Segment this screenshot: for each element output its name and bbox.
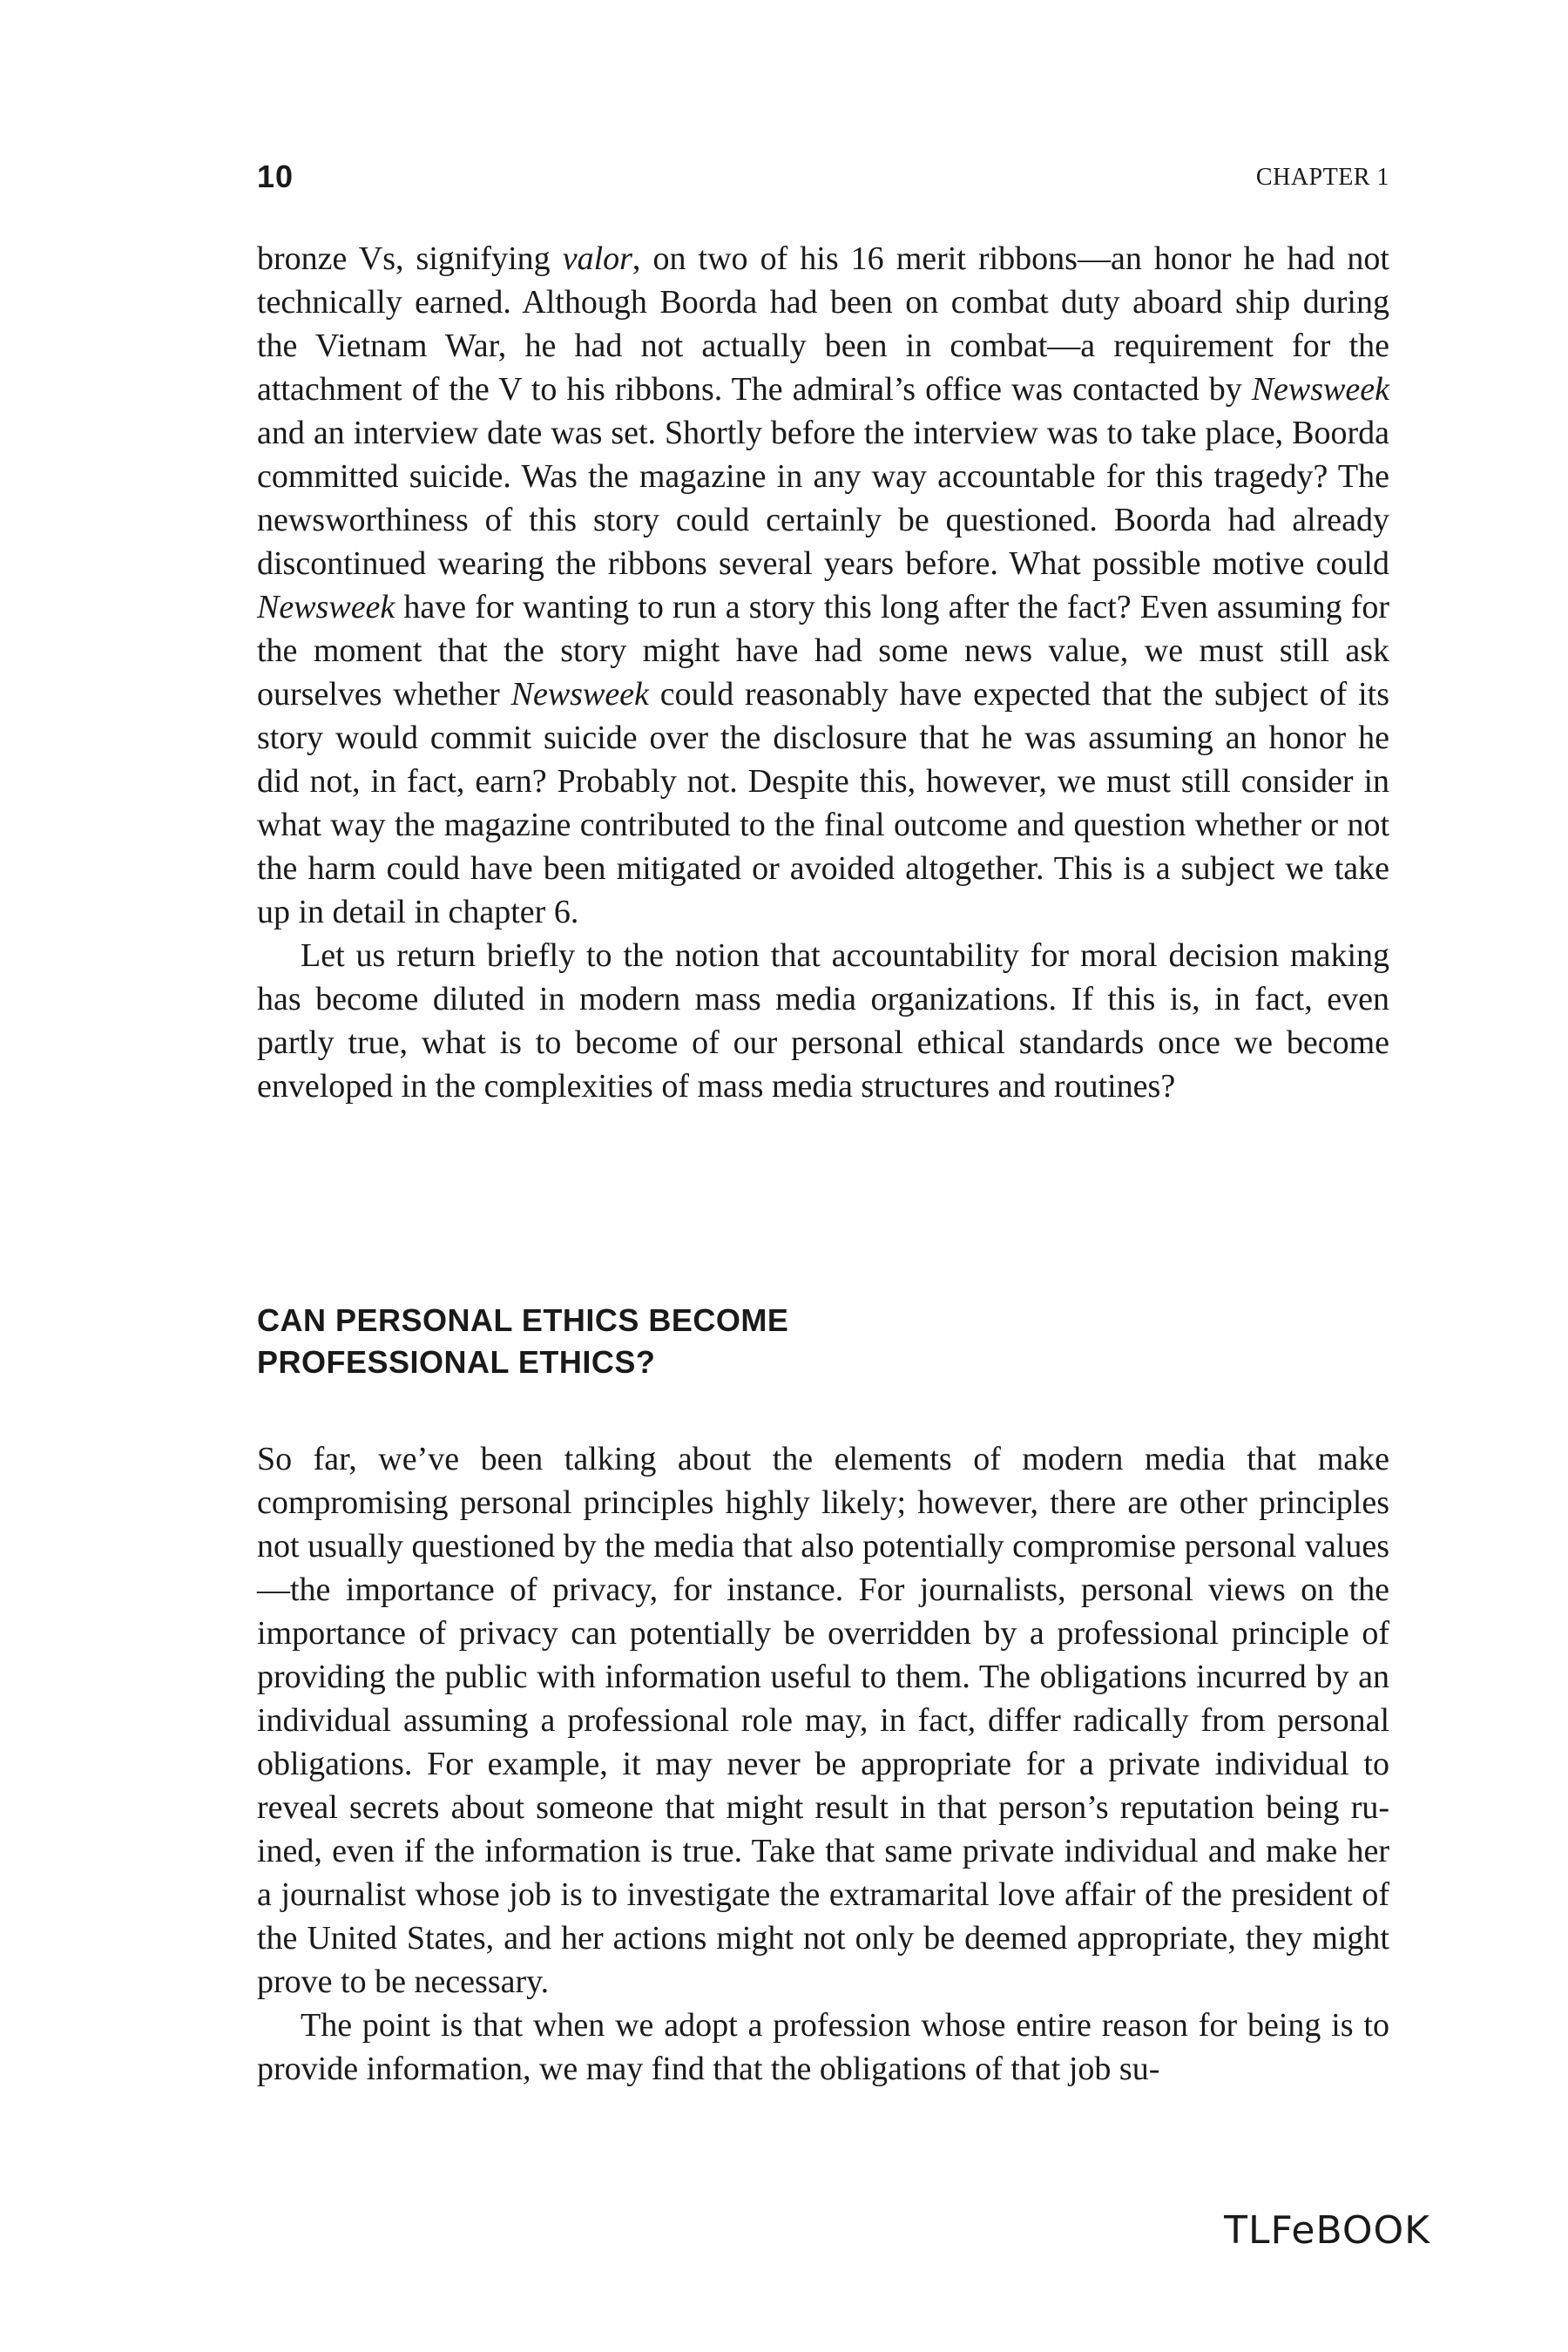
section-heading-line: PROFESSIONAL ETHICS? [257,1344,656,1380]
paragraph: So far, we’ve been talking about the elements of modern media that make compromising personal principles highly likely; however, there are other principles not usually questioned by the media that also potentially compromise personal values—the importance of privacy, for instance. For journalists, personal views on the importance of privacy can potentially be overridden by a professional principle of providing the public with information useful to them. The obligations incurred by an individual assuming a professional role may, in fact, differ radically from personal obligations. For example, it may never be appropriate for a private individual to reveal secrets about someone that might result in that person’s reputation being ruined, even if the information is true. Take that same private individual and make her a journalist whose job is to investigate the extramarital love affair of the president of the United States, and her actions might not only be deemed appropriate, they might prove to be necessary. [257,1441,1389,2000]
chapter-label: CHAPTER 1 [1255,164,1389,191]
body-text-section-two [257,1437,1389,2091]
running-head [257,159,1389,202]
paragraph: Let us return briefly to the notion that accountability for moral decision making has become diluted in modern mass media organizations. If this is, in fact, even partly true, what is to become of our personal ethical standards once we become enveloped in the complexities of mass media structures and routines? [257,937,1389,1105]
section-heading [257,1300,1389,1383]
paragraph: The point is that when we adopt a profession whose entire reason for being is to provide information, we may find that the obligations of that job su- [257,2007,1389,2087]
watermark: TLFeBOOK [1224,2208,1430,2253]
section-heading-line: CAN PERSONAL ETHICS BECOME [257,1302,789,1338]
body-text-section-one [257,237,1389,1108]
page-number: 10 [257,159,294,194]
paragraph: bronze Vs, signifying valor, on two of his 16 merit ribbons—an honor he had not technically earned. Although Boorda had been on combat duty aboard ship during the Vietnam War, he had not actually been in combat—a requirement for the attachment of the V to his ribbons. The admiral’s office was contacted by Newsweek and an interview date was set. Shortly before the interview was to take place, Boorda committed suicide. Was the magazine in any way accountable for this tragedy? The newsworthiness of this story could certainly be questioned. Boorda had already discontinued wearing the ribbons several years before. What possible motive could Newsweek have for wanting to run a story this long after the fact? Even assuming for the moment that the story might have had some news value, we must still ask ourselves whether Newsweek could reasonably have expected that the subject of its story would commit suicide over the disclosure that he was assuming an honor he did not, in fact, earn? Probably not. Despite this, however, we must still consider in what way the magazine contributed to the final outcome and question whether or not the harm could have been mitigated or avoided altogether. This is a subject we take up in detail in chapter 6. [257,240,1389,930]
